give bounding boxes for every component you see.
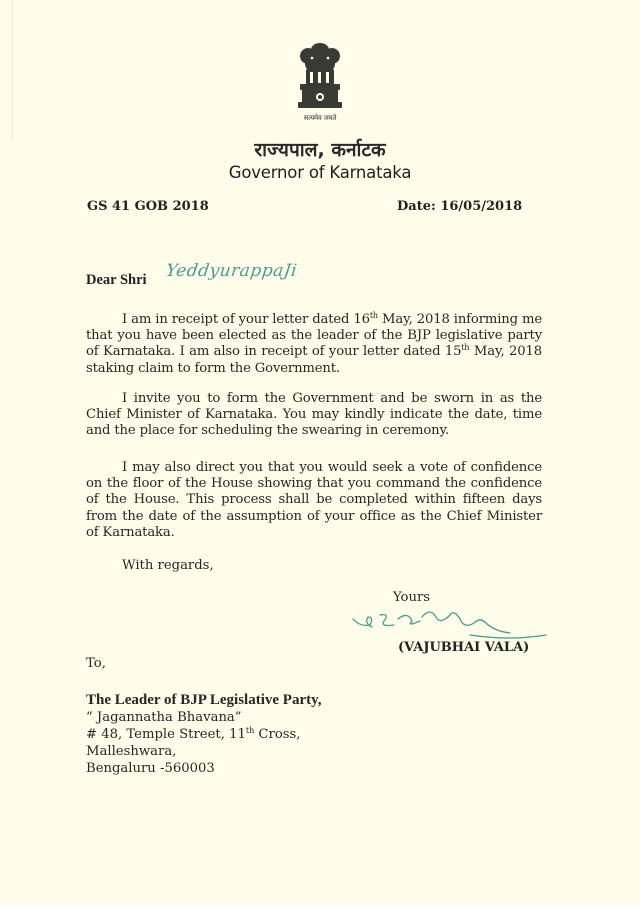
recipient-city: Bengaluru -560003: [86, 761, 215, 776]
body-paragraph-1: I am in receipt of your letter dated 16th May, 2018 informing me that you have been elected as the leader of the BJP legislative party of Karnataka. I am also in receipt of your letter dated 15th May, 2018 staking claim to form the Government.: [86, 311, 542, 376]
closing-regards: With regards,: [122, 558, 214, 573]
recipient-street: # 48, Temple Street, 11th Cross,: [86, 726, 301, 742]
body-paragraph-2: I invite you to form the Government and be sworn in as the Chief Minister of Karnataka. You may kindly indicate the date, time and the place for scheduling the swearing in ceremony.: [86, 391, 542, 439]
signatory-name: (VAJUBHAI VALA): [398, 640, 530, 655]
letter-date: [397, 199, 522, 214]
recipient-address: [86, 692, 322, 777]
body-paragraph-3: I may also direct you that you would seek a vote of confidence on the floor of the House showing that you command the confidence of the House. This process shall be completed within fifteen days from the date of the assumption of your office as the Chief Minister of Karnataka.: [86, 460, 542, 540]
recipient-title: The Leader of BJP Legislative Party,: [86, 692, 322, 708]
date-value: 16/05/2018: [440, 199, 523, 214]
letterhead-title-hindi: राज्यपाल, कर्नाटक: [254, 139, 386, 161]
handwritten-addressee-name: YeddyurappaJi: [164, 261, 299, 281]
recipient-locality: Malleshwara,: [86, 744, 177, 759]
emblem-motto: सत्यमेव जयते: [303, 114, 337, 122]
closing-yours: Yours: [393, 590, 431, 605]
recipient-building: “ Jagannatha Bhavana”: [86, 710, 242, 725]
reference-number: GS 41 GOB 2018: [87, 199, 209, 214]
recipient-to-label: To,: [86, 656, 106, 671]
letterhead-title-english: Governor of Karnataka: [228, 163, 412, 182]
salutation: Dear Shri: [86, 272, 147, 288]
date-label: Date:: [397, 199, 436, 214]
